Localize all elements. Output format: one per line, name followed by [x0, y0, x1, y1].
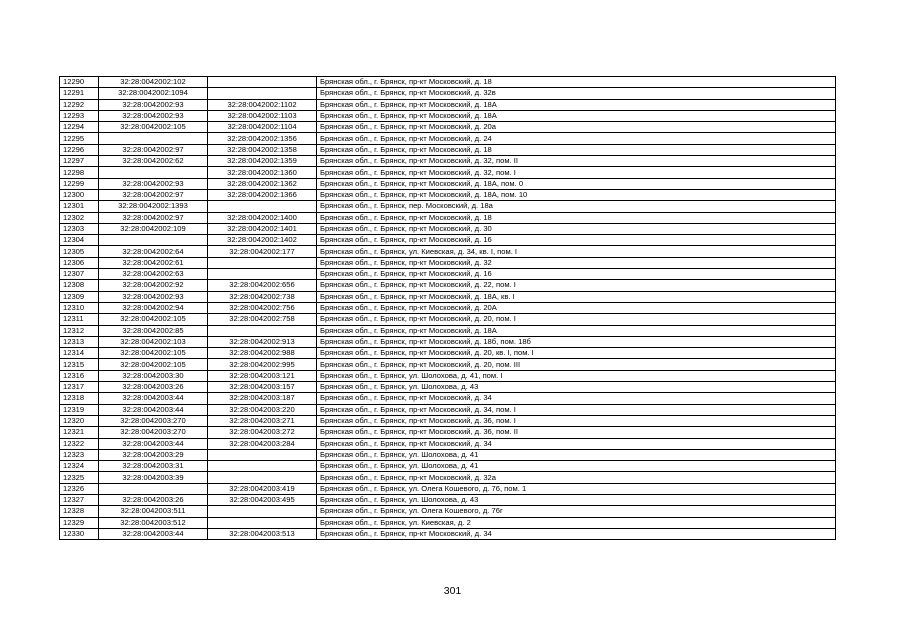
object-number-cell	[208, 472, 317, 483]
row-index-cell: 12313	[60, 336, 99, 347]
parcel-number-cell: 32:28:0042002:102	[99, 77, 208, 88]
address-cell: Брянская обл., г. Брянск, пр-кт Московский, д. 18А	[317, 110, 836, 121]
object-number-cell: 32:28:0042002:1356	[208, 133, 317, 144]
object-number-cell	[208, 77, 317, 88]
parcel-number-cell: 32:28:0042002:94	[99, 302, 208, 313]
table-row	[60, 246, 836, 257]
object-number-cell: 32:28:0042002:1360	[208, 167, 317, 178]
parcel-number-cell: 32:28:0042002:105	[99, 348, 208, 359]
object-number-cell: 32:28:0042003:272	[208, 427, 317, 438]
table-row	[60, 122, 836, 133]
row-index-cell: 12308	[60, 280, 99, 291]
parcel-number-cell: 32:28:0042003:26	[99, 494, 208, 505]
parcel-number-cell: 32:28:0042003:39	[99, 472, 208, 483]
row-index-cell: 12325	[60, 472, 99, 483]
table-row	[60, 77, 836, 88]
parcel-number-cell: 32:28:0042002:105	[99, 314, 208, 325]
table-row	[60, 257, 836, 268]
table-row	[60, 291, 836, 302]
address-cell: Брянская обл., г. Брянск, ул. Шолохова, д. 41	[317, 461, 836, 472]
parcel-number-cell: 32:28:0042003:29	[99, 449, 208, 460]
row-index-cell: 12302	[60, 212, 99, 223]
row-index-cell: 12304	[60, 235, 99, 246]
parcel-number-cell: 32:28:0042003:44	[99, 404, 208, 415]
object-number-cell	[208, 517, 317, 528]
address-cell: Брянская обл., г. Брянск, пр-кт Московский, д. 36, пом. II	[317, 427, 836, 438]
table-row	[60, 461, 836, 472]
address-cell: Брянская обл., г. Брянск, ул. Олега Кошевого, д. 76, пом. 1	[317, 483, 836, 494]
table-row	[60, 223, 836, 234]
address-cell: Брянская обл., г. Брянск, пр-кт Московский, д. 20, пом. III	[317, 359, 836, 370]
row-index-cell: 12305	[60, 246, 99, 257]
parcel-number-cell: 32:28:0042003:512	[99, 517, 208, 528]
table-row	[60, 156, 836, 167]
table-row	[60, 393, 836, 404]
table-row	[60, 359, 836, 370]
row-index-cell: 12292	[60, 99, 99, 110]
parcel-number-cell: 32:28:0042002:97	[99, 212, 208, 223]
object-number-cell: 32:28:0042002:738	[208, 291, 317, 302]
table-row	[60, 178, 836, 189]
object-number-cell: 32:28:0042002:1362	[208, 178, 317, 189]
parcel-number-cell: 32:28:0042002:93	[99, 178, 208, 189]
parcel-number-cell: 32:28:0042002:97	[99, 144, 208, 155]
table-row	[60, 506, 836, 517]
row-index-cell: 12324	[60, 461, 99, 472]
table-row	[60, 110, 836, 121]
table-row	[60, 438, 836, 449]
object-number-cell: 32:28:0042002:913	[208, 336, 317, 347]
parcel-number-cell	[99, 167, 208, 178]
table-row	[60, 449, 836, 460]
object-number-cell	[208, 257, 317, 268]
address-cell: Брянская обл., г. Брянск, пр-кт Московский, д. 34	[317, 528, 836, 539]
address-cell: Брянская обл., г. Брянск, пр-кт Московский, д. 18б, пом. 18б	[317, 336, 836, 347]
address-cell: Брянская обл., г. Брянск, пр-кт Московский, д. 18	[317, 77, 836, 88]
object-number-cell: 32:28:0042002:1104	[208, 122, 317, 133]
address-cell: Брянская обл., г. Брянск, пр-кт Московский, д. 18А	[317, 325, 836, 336]
parcel-number-cell: 32:28:0042003:30	[99, 370, 208, 381]
table-row	[60, 517, 836, 528]
object-number-cell: 32:28:0042002:1358	[208, 144, 317, 155]
row-index-cell: 12320	[60, 415, 99, 426]
parcel-number-cell: 32:28:0042002:85	[99, 325, 208, 336]
object-number-cell	[208, 449, 317, 460]
address-cell: Брянская обл., г. Брянск, пер. Московский, д. 18а	[317, 201, 836, 212]
table-row	[60, 427, 836, 438]
row-index-cell: 12318	[60, 393, 99, 404]
parcel-number-cell: 32:28:0042002:92	[99, 280, 208, 291]
row-index-cell: 12323	[60, 449, 99, 460]
parcel-number-cell: 32:28:0042002:1094	[99, 88, 208, 99]
address-cell: Брянская обл., г. Брянск, пр-кт Московский, д. 20, пом. I	[317, 314, 836, 325]
table-row	[60, 528, 836, 539]
address-cell: Брянская обл., г. Брянск, пр-кт Московский, д. 24	[317, 133, 836, 144]
address-cell: Брянская обл., г. Брянск, пр-кт Московский, д. 18А, пом. 0	[317, 178, 836, 189]
table-row	[60, 235, 836, 246]
object-number-cell: 32:28:0042002:995	[208, 359, 317, 370]
table-row	[60, 404, 836, 415]
address-cell: Брянская обл., г. Брянск, пр-кт Московский, д. 32а	[317, 472, 836, 483]
row-index-cell: 12310	[60, 302, 99, 313]
object-number-cell: 32:28:0042003:271	[208, 415, 317, 426]
parcel-number-cell: 32:28:0042002:93	[99, 99, 208, 110]
object-number-cell: 32:28:0042003:121	[208, 370, 317, 381]
address-cell: Брянская обл., г. Брянск, пр-кт Московский, д. 32	[317, 257, 836, 268]
row-index-cell: 12309	[60, 291, 99, 302]
address-cell: Брянская обл., г. Брянск, пр-кт Московский, д. 34, пом. I	[317, 404, 836, 415]
row-index-cell: 12294	[60, 122, 99, 133]
row-index-cell: 12293	[60, 110, 99, 121]
row-index-cell: 12291	[60, 88, 99, 99]
table-row	[60, 472, 836, 483]
parcel-number-cell: 32:28:0042002:93	[99, 110, 208, 121]
object-number-cell	[208, 269, 317, 280]
row-index-cell: 12317	[60, 382, 99, 393]
address-cell: Брянская обл., г. Брянск, пр-кт Московский, д. 18А, пом. 10	[317, 189, 836, 200]
address-cell: Брянская обл., г. Брянск, пр-кт Московский, д. 30	[317, 223, 836, 234]
parcel-number-cell: 32:28:0042002:61	[99, 257, 208, 268]
parcel-number-cell: 32:28:0042003:511	[99, 506, 208, 517]
parcel-number-cell: 32:28:0042002:64	[99, 246, 208, 257]
table-row	[60, 133, 836, 144]
row-index-cell: 12330	[60, 528, 99, 539]
row-index-cell: 12315	[60, 359, 99, 370]
row-index-cell: 12314	[60, 348, 99, 359]
address-cell: Брянская обл., г. Брянск, пр-кт Московский, д. 32, пом. I	[317, 167, 836, 178]
parcel-number-cell: 32:28:0042002:97	[99, 189, 208, 200]
table-row	[60, 415, 836, 426]
table-row	[60, 189, 836, 200]
parcel-number-cell: 32:28:0042002:62	[99, 156, 208, 167]
address-cell: Брянская обл., г. Брянск, пр-кт Московский, д. 20А	[317, 302, 836, 313]
table-row	[60, 280, 836, 291]
row-index-cell: 12296	[60, 144, 99, 155]
table-row	[60, 348, 836, 359]
table-row	[60, 269, 836, 280]
object-number-cell: 32:28:0042002:1102	[208, 99, 317, 110]
row-index-cell: 12307	[60, 269, 99, 280]
object-number-cell: 32:28:0042002:1103	[208, 110, 317, 121]
table-row	[60, 325, 836, 336]
row-index-cell: 12299	[60, 178, 99, 189]
parcel-number-cell: 32:28:0042003:26	[99, 382, 208, 393]
parcel-number-cell: 32:28:0042003:270	[99, 427, 208, 438]
parcel-number-cell: 32:28:0042003:44	[99, 528, 208, 539]
table-row	[60, 314, 836, 325]
object-number-cell	[208, 88, 317, 99]
parcel-number-cell: 32:28:0042003:31	[99, 461, 208, 472]
address-cell: Брянская обл., г. Брянск, пр-кт Московский, д. 36, пом. I	[317, 415, 836, 426]
object-number-cell: 32:28:0042002:1401	[208, 223, 317, 234]
table-row	[60, 88, 836, 99]
row-index-cell: 12295	[60, 133, 99, 144]
row-index-cell: 12329	[60, 517, 99, 528]
address-cell: Брянская обл., г. Брянск, ул. Шолохова, д. 41	[317, 449, 836, 460]
row-index-cell: 12322	[60, 438, 99, 449]
row-index-cell: 12316	[60, 370, 99, 381]
parcel-number-cell: 32:28:0042002:103	[99, 336, 208, 347]
table-row	[60, 370, 836, 381]
object-number-cell: 32:28:0042002:1402	[208, 235, 317, 246]
address-cell: Брянская обл., г. Брянск, пр-кт Московский, д. 16	[317, 235, 836, 246]
parcel-number-cell: 32:28:0042002:105	[99, 359, 208, 370]
object-number-cell: 32:28:0042002:756	[208, 302, 317, 313]
object-number-cell: 32:28:0042003:513	[208, 528, 317, 539]
parcel-number-cell: 32:28:0042002:109	[99, 223, 208, 234]
parcel-number-cell: 32:28:0042002:105	[99, 122, 208, 133]
object-number-cell: 32:28:0042003:220	[208, 404, 317, 415]
row-index-cell: 12297	[60, 156, 99, 167]
address-cell: Брянская обл., г. Брянск, ул. Шолохова, д. 43	[317, 494, 836, 505]
address-cell: Брянская обл., г. Брянск, пр-кт Московский, д. 18	[317, 212, 836, 223]
table-row	[60, 494, 836, 505]
address-cell: Брянская обл., г. Брянск, пр-кт Московский, д. 18	[317, 144, 836, 155]
page-number: 301	[443, 585, 462, 597]
row-index-cell: 12328	[60, 506, 99, 517]
table-row	[60, 201, 836, 212]
table-row	[60, 212, 836, 223]
row-index-cell: 12306	[60, 257, 99, 268]
parcel-number-cell: 32:28:0042002:1393	[99, 201, 208, 212]
table-row	[60, 99, 836, 110]
address-cell: Брянская обл., г. Брянск, ул. Киевская, д. 2	[317, 517, 836, 528]
row-index-cell: 12327	[60, 494, 99, 505]
object-number-cell: 32:28:0042002:1366	[208, 189, 317, 200]
object-number-cell: 32:28:0042003:419	[208, 483, 317, 494]
address-cell: Брянская обл., г. Брянск, пр-кт Московский, д. 20а	[317, 122, 836, 133]
address-cell: Брянская обл., г. Брянск, ул. Олега Кошевого, д. 76г	[317, 506, 836, 517]
object-number-cell: 32:28:0042003:187	[208, 393, 317, 404]
row-index-cell: 12301	[60, 201, 99, 212]
object-number-cell	[208, 506, 317, 517]
cadastral-table	[59, 76, 836, 540]
object-number-cell: 32:28:0042002:656	[208, 280, 317, 291]
object-number-cell: 32:28:0042003:284	[208, 438, 317, 449]
address-cell: Брянская обл., г. Брянск, пр-кт Московский, д. 34	[317, 438, 836, 449]
address-cell: Брянская обл., г. Брянск, ул. Шолохова, д. 41, пом. I	[317, 370, 836, 381]
row-index-cell: 12303	[60, 223, 99, 234]
address-cell: Брянская обл., г. Брянск, пр-кт Московский, д. 34	[317, 393, 836, 404]
table-row	[60, 382, 836, 393]
row-index-cell: 12319	[60, 404, 99, 415]
address-cell: Брянская обл., г. Брянск, пр-кт Московский, д. 32в	[317, 88, 836, 99]
parcel-number-cell: 32:28:0042002:93	[99, 291, 208, 302]
address-cell: Брянская обл., г. Брянск, пр-кт Московский, д. 16	[317, 269, 836, 280]
row-index-cell: 12290	[60, 77, 99, 88]
row-index-cell: 12300	[60, 189, 99, 200]
parcel-number-cell	[99, 235, 208, 246]
row-index-cell: 12312	[60, 325, 99, 336]
parcel-number-cell	[99, 133, 208, 144]
address-cell: Брянская обл., г. Брянск, пр-кт Московский, д. 18А	[317, 99, 836, 110]
object-number-cell: 32:28:0042002:177	[208, 246, 317, 257]
address-cell: Брянская обл., г. Брянск, ул. Киевская, д. 34, кв. I, пом. I	[317, 246, 836, 257]
address-cell: Брянская обл., г. Брянск, пр-кт Московский, д. 18А, кв. I	[317, 291, 836, 302]
table-row	[60, 167, 836, 178]
table-row	[60, 336, 836, 347]
row-index-cell: 12321	[60, 427, 99, 438]
address-cell: Брянская обл., г. Брянск, пр-кт Московский, д. 20, кв. I, пом. I	[317, 348, 836, 359]
parcel-number-cell: 32:28:0042003:44	[99, 438, 208, 449]
parcel-number-cell	[99, 483, 208, 494]
row-index-cell: 12326	[60, 483, 99, 494]
object-number-cell	[208, 201, 317, 212]
address-cell: Брянская обл., г. Брянск, пр-кт Московский, д. 22, пом. I	[317, 280, 836, 291]
object-number-cell: 32:28:0042002:1359	[208, 156, 317, 167]
object-number-cell: 32:28:0042002:758	[208, 314, 317, 325]
object-number-cell: 32:28:0042002:1400	[208, 212, 317, 223]
object-number-cell	[208, 461, 317, 472]
parcel-number-cell: 32:28:0042003:44	[99, 393, 208, 404]
object-number-cell: 32:28:0042003:157	[208, 382, 317, 393]
table-row	[60, 144, 836, 155]
table-row	[60, 302, 836, 313]
object-number-cell	[208, 325, 317, 336]
parcel-number-cell: 32:28:0042003:270	[99, 415, 208, 426]
address-cell: Брянская обл., г. Брянск, пр-кт Московский, д. 32, пом. II	[317, 156, 836, 167]
parcel-number-cell: 32:28:0042002:63	[99, 269, 208, 280]
row-index-cell: 12298	[60, 167, 99, 178]
row-index-cell: 12311	[60, 314, 99, 325]
object-number-cell: 32:28:0042002:988	[208, 348, 317, 359]
address-cell: Брянская обл., г. Брянск, ул. Шолохова, д. 43	[317, 382, 836, 393]
table-row	[60, 483, 836, 494]
object-number-cell: 32:28:0042003:495	[208, 494, 317, 505]
table-body	[60, 77, 836, 540]
